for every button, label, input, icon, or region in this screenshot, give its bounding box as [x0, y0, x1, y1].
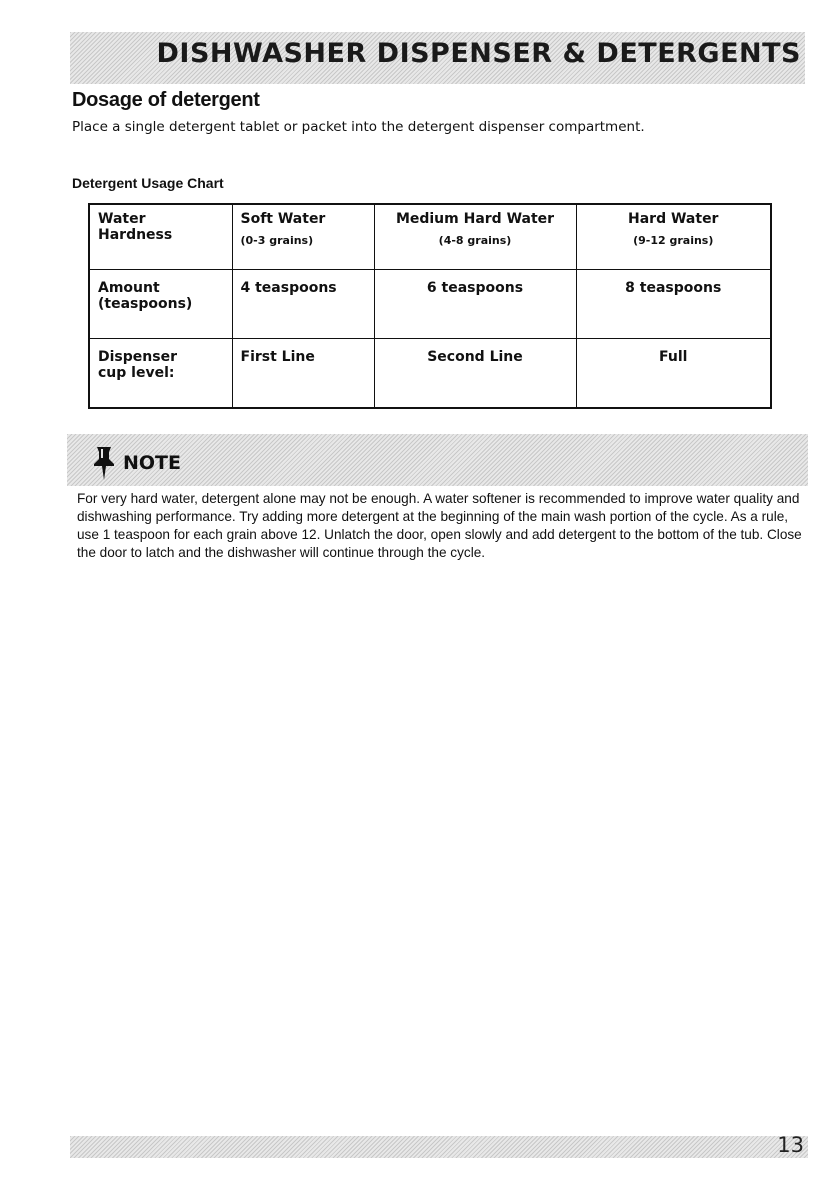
table-cell: Soft Water (0-3 grains)	[232, 204, 374, 270]
table-row-water-hardness	[89, 204, 771, 270]
note-text: For very hard water, detergent alone may not be enough. A water softener is recommended to improve water quality and dishwashing performance. Try adding more detergent at the beginning of the main wash portion of the cycle. As a rule, use 1 teaspoon for each grain above 12. Unlatch the door, open slowly and add detergent to the bottom of the tub. Close the door to latch and the dishwasher will continue through the cycle.	[77, 491, 802, 560]
table-cell: 4 teaspoons	[232, 270, 374, 339]
table-cell: First Line	[232, 339, 374, 409]
row-label: Amount (teaspoons)	[89, 270, 232, 339]
note-label: NOTE	[123, 452, 181, 474]
section-heading: Dosage of detergent	[72, 89, 260, 111]
page-number: 13	[777, 1133, 804, 1157]
row-label: Dispenser cup level:	[89, 339, 232, 409]
table-cell: Full	[576, 339, 771, 409]
row-label: Water Hardness	[89, 204, 232, 270]
detergent-usage-table	[88, 203, 772, 409]
table-cell: 8 teaspoons	[576, 270, 771, 339]
table-cell: 6 teaspoons	[374, 270, 576, 339]
table-row-dispenser-cup-level	[89, 339, 771, 409]
page-title: DISHWASHER DISPENSER & DETERGENTS	[156, 38, 801, 69]
table-cell: Hard Water (9-12 grains)	[576, 204, 771, 270]
table-cell: Medium Hard Water (4-8 grains)	[374, 204, 576, 270]
table-row-amount	[89, 270, 771, 339]
chart-heading: Detergent Usage Chart	[72, 175, 224, 191]
header-band	[70, 32, 805, 84]
table-cell: Second Line	[374, 339, 576, 409]
pushpin-icon	[91, 444, 117, 482]
intro-text: Place a single detergent tablet or packet into the detergent dispenser compartment.	[72, 119, 645, 135]
footer-band	[70, 1136, 808, 1158]
note-box	[67, 434, 808, 590]
